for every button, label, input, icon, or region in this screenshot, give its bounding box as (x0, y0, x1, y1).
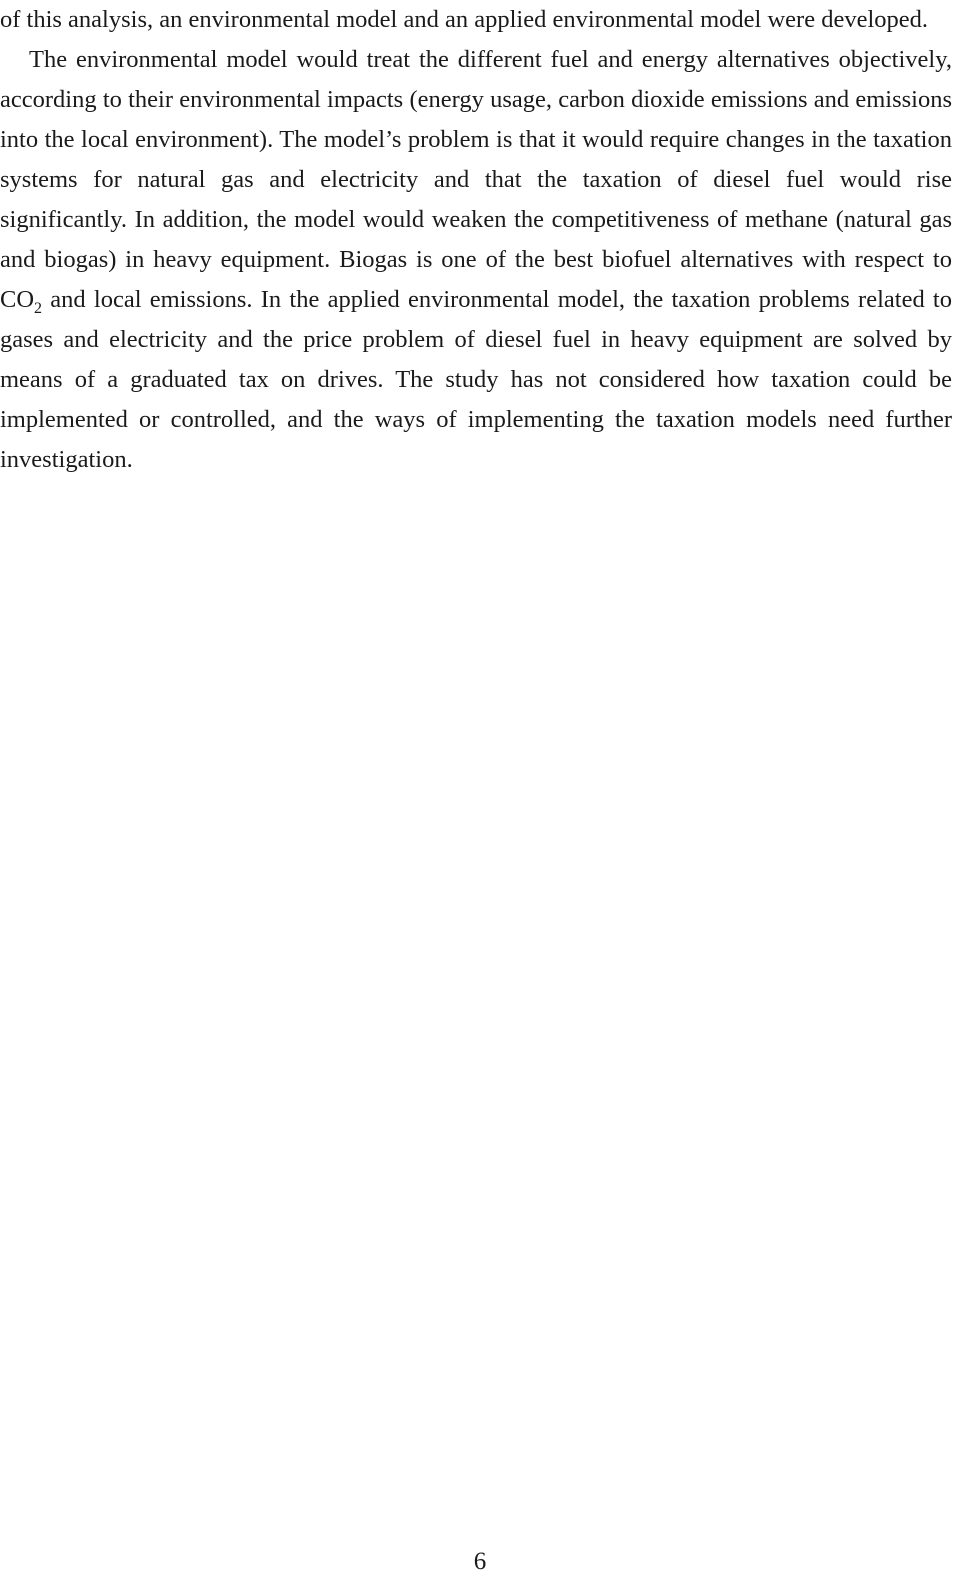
page-number: 6 (473, 1548, 487, 1575)
co2-subscript: 2 (34, 300, 43, 317)
paragraph-continued (0, 0, 952, 40)
paragraph-1-text: of this analysis, an environmental model and an applied environmental model were developed. (0, 6, 928, 33)
paragraph-2-text-part-1: The environmental model would treat the different fuel and energy alternatives objectively, according to their environmental impacts (energy usage, carbon dioxide emissions and emissions into the local environment). The model’s problem is that it would require changes in the taxation systems for natural gas and electricity and that the taxation of diesel fuel would rise significantly. In addition, the model would weaken the competitiveness of methane (natural gas and biogas) in heavy equipment. Biogas is one of the best biofuel alternatives with respect to CO (0, 46, 952, 313)
paragraph-2-text-part-2: and local emissions. In the applied environmental model, the taxation problems related to gases and electricity and the price problem of diesel fuel in heavy equipment are solved by means of a graduated tax on drives. The study has not considered how taxation could be implemented or controlled, and the ways of implementing the taxation models need further investigation. (0, 286, 952, 473)
paragraph-model-description (0, 40, 952, 480)
body-text (0, 0, 952, 480)
